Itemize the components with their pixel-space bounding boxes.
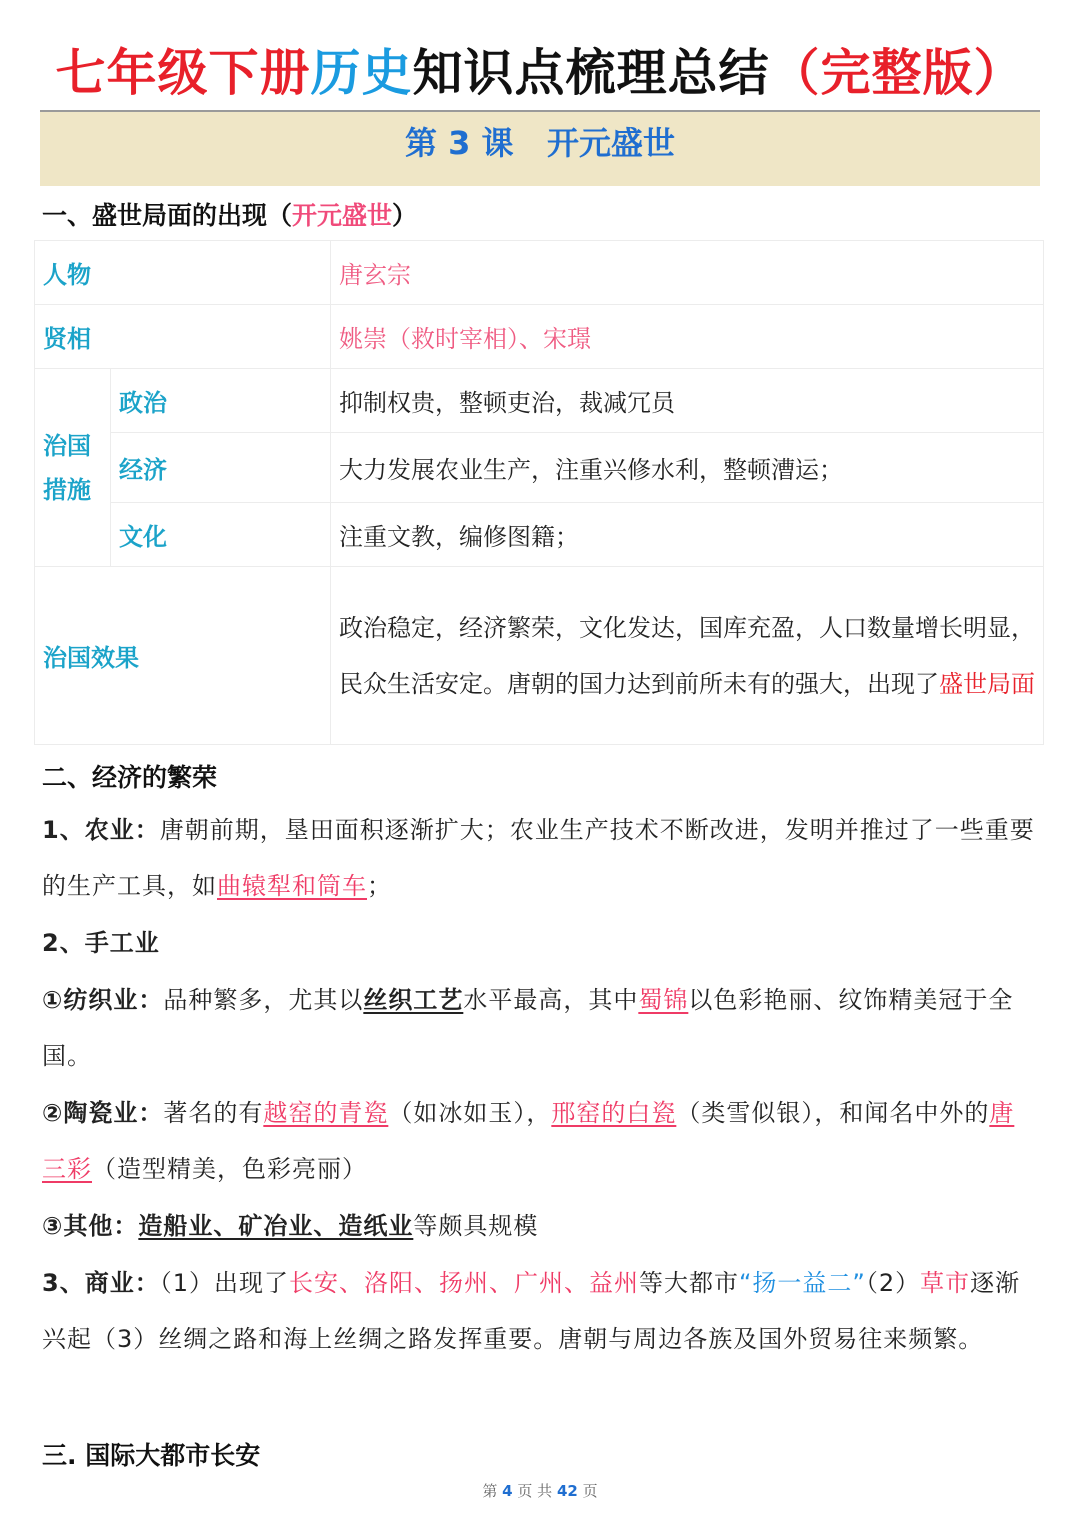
section-2-heading: 二、经济的繁荣 — [42, 763, 218, 792]
section-1-close: ） — [392, 201, 418, 230]
row-label-politics: 政治 — [111, 369, 331, 433]
row-label-ministers: 贤相 — [35, 305, 331, 369]
ceramics-text-4: （造型精美，色彩亮丽） — [92, 1155, 367, 1183]
paragraph-textile — [42, 972, 1038, 1084]
textile-lead: ①纺织业： — [42, 986, 164, 1014]
paragraph-commerce — [42, 1255, 1038, 1367]
footer-text-3: 页 — [582, 1482, 598, 1500]
textile-underline: 丝织工艺 — [363, 986, 464, 1014]
title-part-2: 历史 — [310, 44, 413, 102]
page-title — [0, 38, 1080, 108]
paragraph-agriculture — [42, 802, 1038, 914]
textile-text-1: 品种繁多，尤其以 — [163, 986, 364, 1014]
lesson-banner — [40, 110, 1040, 186]
table-row — [35, 433, 1044, 503]
lesson-name: 开元盛世 — [546, 124, 675, 162]
agriculture-end: ； — [367, 872, 392, 900]
agriculture-text: 唐朝前期，垦田面积逐渐扩大；农业生产技术不断改进，发明并推过了一些重要的生产工具，如 — [42, 816, 1035, 900]
total-pages: 42 — [556, 1482, 578, 1500]
group-label-measures — [35, 369, 111, 567]
ceramics-text-3: （类雪似银），和闻名中外的 — [676, 1099, 990, 1127]
agriculture-lead: 1、农业： — [42, 816, 160, 844]
ceramics-highlight-1: 越窑的青瓷 — [263, 1099, 389, 1127]
paragraph-handicraft: 2、手工业 — [42, 929, 160, 957]
row-label-effect: 治国效果 — [35, 567, 331, 745]
ceramics-lead: ②陶瓷业： — [42, 1099, 164, 1127]
title-part-4: （完整版） — [769, 44, 1025, 102]
commerce-text-3: （2） — [865, 1269, 921, 1297]
table-row — [35, 305, 1044, 369]
ceramics-highlight-2: 邢窑的白瓷 — [551, 1099, 677, 1127]
page-footer — [0, 1480, 1080, 1501]
ceramics-highlight-3: 唐三彩 — [42, 1099, 1015, 1183]
commerce-quote: “扬一益二” — [738, 1269, 866, 1297]
textile-text-2: 水平最高，其中 — [463, 986, 639, 1014]
row-value-economy: 大力发展农业生产，注重兴修水利，整顿漕运； — [331, 433, 1044, 503]
summary-table — [34, 240, 1044, 745]
section-1-text: 一、盛世局面的出现（ — [42, 201, 293, 230]
commerce-highlight-2: 草市 — [920, 1269, 971, 1297]
textile-text-3: 以色彩艳丽、纹饰精美冠于全国。 — [42, 986, 1014, 1070]
lesson-number: 第 3 课 — [405, 124, 514, 162]
table-row — [35, 241, 1044, 305]
row-value-politics: 抑制权贵，整顿吏治，裁减冗员 — [331, 369, 1044, 433]
row-label-culture: 文化 — [111, 503, 331, 567]
effect-highlight: 盛世局面 — [939, 669, 1035, 698]
commerce-highlight-1: 长安、洛阳、扬州、广州、益州 — [288, 1269, 639, 1297]
section-1-heading — [42, 196, 417, 232]
table-row — [35, 567, 1044, 745]
paragraph-ceramics — [42, 1085, 1038, 1197]
footer-text-2: 页 共 — [517, 1482, 553, 1500]
group-label-line-1: 治国 — [43, 431, 91, 460]
commerce-text-1: （1）出现了 — [159, 1269, 289, 1297]
paragraph-other — [42, 1198, 1038, 1254]
other-text: 等颇具规模 — [413, 1212, 539, 1240]
commerce-lead: 3、商业： — [42, 1269, 160, 1297]
section-1-highlight: 开元盛世 — [292, 201, 393, 230]
section-3-heading: 三. 国际大都市长安 — [42, 1441, 261, 1470]
textile-highlight: 蜀锦 — [638, 986, 689, 1014]
current-page: 4 — [502, 1482, 513, 1500]
effect-text: 政治稳定，经济繁荣，文化发达，国库充盈，人口数量增长明显，民众生活安定。唐朝的国力达到前所未有的强大，出现了 — [339, 613, 1035, 698]
row-value-person: 唐玄宗 — [331, 241, 1044, 305]
other-lead: ③其他： — [42, 1212, 139, 1240]
footer-text-1: 第 — [482, 1482, 498, 1500]
row-value-ministers: 姚崇（救时宰相）、宋璟 — [331, 305, 1044, 369]
row-label-economy: 经济 — [111, 433, 331, 503]
agriculture-highlight: 曲辕犁和筒车 — [217, 872, 367, 900]
commerce-text-4: 逐渐兴起（3）丝绸之路和海上丝绸之路发挥重要。唐朝与周边各族及国外贸易往来频繁。 — [42, 1269, 1021, 1353]
ceramics-text-2: （如冰如玉）， — [388, 1099, 552, 1127]
row-label-person: 人物 — [35, 241, 331, 305]
ceramics-text-1: 著名的有 — [163, 1099, 264, 1127]
table-row — [35, 369, 1044, 433]
other-underline: 造船业、矿冶业、造纸业 — [138, 1212, 414, 1240]
title-part-1: 七年级下册 — [55, 44, 311, 102]
row-value-effect — [331, 567, 1044, 745]
table-row — [35, 503, 1044, 567]
group-label-line-2: 措施 — [43, 475, 91, 504]
commerce-text-2: 等大都市 — [638, 1269, 739, 1297]
title-part-3: 知识点梳理总结 — [412, 44, 770, 102]
row-value-culture: 注重文教，编修图籍； — [331, 503, 1044, 567]
